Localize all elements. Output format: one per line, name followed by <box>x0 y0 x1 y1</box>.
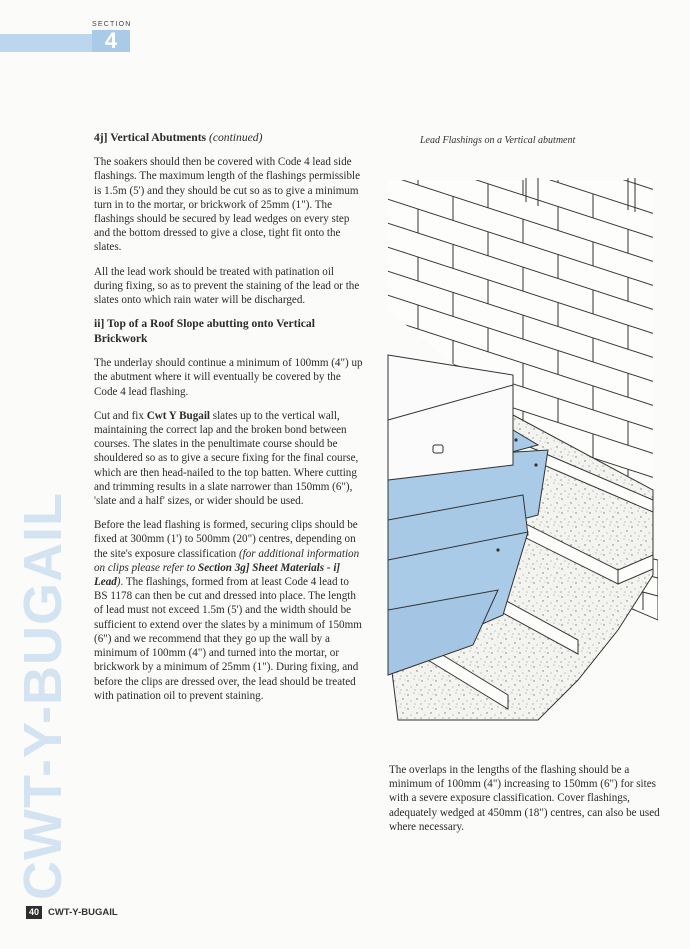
vertical-brand-title: CWT-Y-BUGAIL <box>13 492 73 900</box>
paragraph-patination: All the lead work should be treated with patination oil during fixing, so as to prevent the staining of the lead or the slates onto which rain water will be discharged. <box>94 265 360 307</box>
heading-continued: (continued) <box>208 131 263 144</box>
section-number: 4 <box>92 30 130 52</box>
left-column <box>94 131 364 713</box>
footer-brand: CWT-Y-BUGAIL <box>48 907 118 918</box>
section-heading <box>94 131 364 145</box>
reference-link-text: Section 3g] Sheet Materials - i] Lead <box>94 561 341 589</box>
securing-clip <box>433 445 443 453</box>
text-run: ) <box>116 576 121 589</box>
paragraph-soakers: The soakers should then be covered with Code 4 lead side flashings. The maximum length of the flashings permissible is 1.5m (5') and they should be cut so as to give a minimum turn in to the mortar, or brickwork of 25mm (1"). The flashings should be secured by lead wedges on every step and the bottom dressed to give a close, tight fit onto the slates. <box>94 156 361 254</box>
subheading-top-of-roof: ii] Top of a Roof Slope abutting onto Vertical Brickwork <box>94 317 315 345</box>
paragraph-cut-and-fix <box>94 409 364 508</box>
lead-flashing-diagram <box>378 160 658 745</box>
paragraph-underlay: The underlay should continue a minimum of 100mm (4") up the abutment where it will eventually be covered by the Code 4 lead flashing. <box>94 357 363 398</box>
text-run: Cut and fix <box>94 409 147 422</box>
page-number: 40 <box>26 906 42 919</box>
right-paragraph: The overlaps in the lengths of the flashing should be a minimum of 100mm (4") increasing to 150mm (6") for sites with a severe exposure classification. Cover flashings, adequately wedged at 450mm (18") centres, can also be used where necessary. <box>389 764 660 833</box>
text-run: Before the lead flashing is formed, securing clips should be fixed at 300mm (1') to 500mm (20") centres, depending on the site's exposure classification <box>94 519 358 560</box>
section-bar <box>0 34 92 52</box>
brand-name: Cwt Y Bugail <box>146 409 210 422</box>
paragraph-lead-flashing <box>94 518 364 703</box>
text-run: slates up to the vertical wall, maintaining the correct lap and the broken bond between courses. The slates in the penultimate course should be shouldered so as to give a secure fixing for the final course, which are then head-nailed to the top batten. Where cutting and trimming results in a slate narrower than 150mm (6"), 'slate and a half' sizes, or wider should be used. <box>94 409 359 508</box>
text-run: . The flashings, formed from at least Code 4 lead to BS 1178 can then be cut and dressed into place. The length of lead must not exceed 1.5m (5') and the width should be sufficient to extend over the slates by a minimum of 150mm (6") and we recommend that they go up the wall by a minimum of 100mm (4") and turned into the mortar, or brickwork by a minimum of 25mm (1"). During fixing, and before the clips are dressed over, the lead should be treated with patination oil to prevent staining. <box>94 576 362 702</box>
text-run: (for additional information on clips please refer to <box>94 547 360 574</box>
section-label: SECTION <box>92 21 132 28</box>
heading-text: 4j] Vertical Abutments <box>94 131 207 144</box>
page-footer <box>26 906 118 919</box>
diagram-caption: Lead Flashings on a Vertical abutment <box>420 135 576 146</box>
